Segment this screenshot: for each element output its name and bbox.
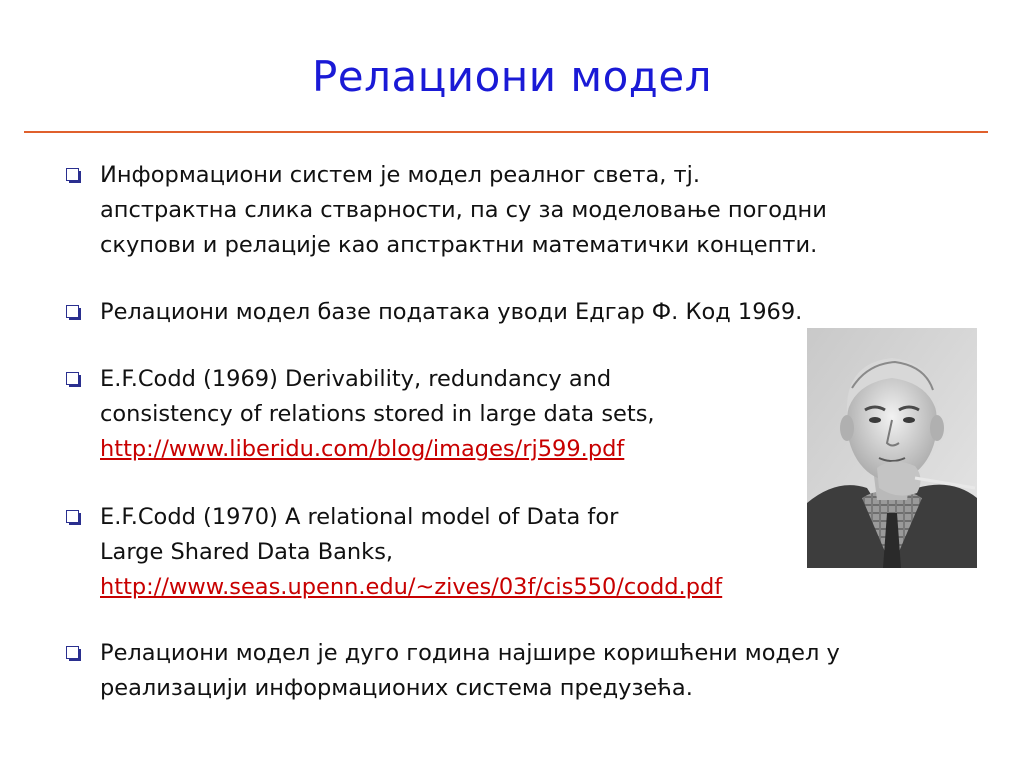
square-bullet-icon <box>66 305 80 319</box>
bullet-line: Информациони систем је модел реалног света, тј. <box>100 162 701 188</box>
reference-link-1969[interactable]: http://www.liberidu.com/blog/images/rj599.pdf <box>100 436 625 462</box>
reference-link-1970[interactable]: http://www.seas.upenn.edu/~zives/03f/cis550/codd.pdf <box>100 574 723 600</box>
bullet-line: Релациони модел базе података уводи Едгар Ф. Код 1969. <box>100 299 803 325</box>
bullet-text <box>100 636 966 706</box>
bullet-line: апстрактна слика стварности, па су за моделовање погодни <box>100 197 827 223</box>
bullet-line: реализацији информационих система предузећа. <box>100 675 693 701</box>
bullet-text <box>100 158 966 263</box>
square-bullet-icon <box>66 168 80 182</box>
title-divider <box>24 131 988 133</box>
square-bullet-icon <box>66 510 80 524</box>
bullet-item-1 <box>66 158 966 263</box>
bullet-line: Релациони модел је дуго година најшире коришћени модел у <box>100 640 840 666</box>
square-bullet-icon <box>66 646 80 660</box>
bullet-line: Large Shared Data Banks, <box>100 539 394 565</box>
portrait-photo <box>807 328 977 568</box>
slide-title: Релациони модел <box>311 52 713 101</box>
bullet-line: consistency of relations stored in large data sets, <box>100 401 655 427</box>
square-bullet-icon <box>66 372 80 386</box>
bullet-line: E.F.Codd (1969) Derivability, redundancy and <box>100 366 612 392</box>
bullet-line: скупови и релације као апстрактни математички концепти. <box>100 232 818 258</box>
bullet-line: E.F.Codd (1970) A relational model of Data for <box>100 504 619 530</box>
bullet-item-2 <box>66 295 966 330</box>
bullet-text <box>100 295 966 330</box>
bullet-item-5 <box>66 636 966 706</box>
